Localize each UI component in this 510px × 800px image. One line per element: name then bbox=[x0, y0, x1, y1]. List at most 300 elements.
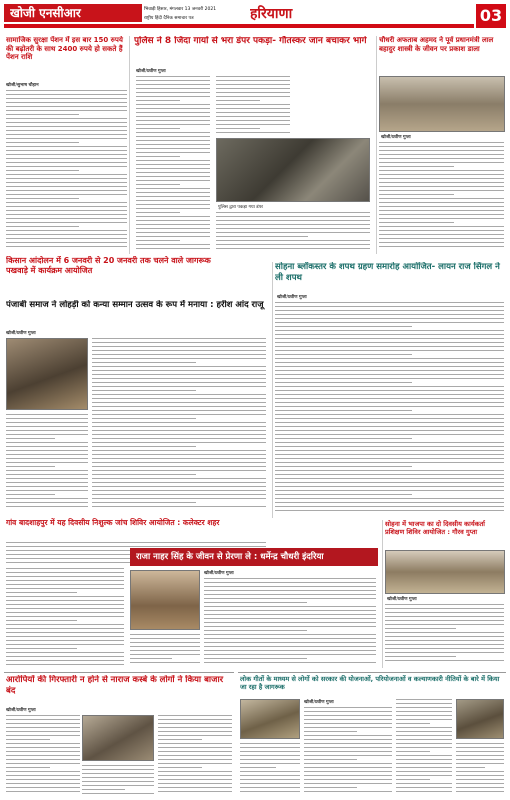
text-line bbox=[379, 230, 504, 231]
text-line bbox=[304, 715, 392, 716]
text-line bbox=[6, 731, 80, 732]
text-line bbox=[456, 743, 504, 744]
text-line bbox=[6, 572, 124, 573]
text-line bbox=[6, 474, 88, 475]
text-line bbox=[6, 438, 55, 439]
text-line bbox=[6, 771, 80, 772]
text-line bbox=[82, 777, 154, 778]
story-byline: खोजी/प्रवीण गुप्ता bbox=[6, 708, 36, 713]
text-line bbox=[6, 90, 127, 91]
text-line bbox=[136, 112, 210, 113]
text-line bbox=[6, 787, 80, 788]
text-line bbox=[275, 502, 504, 503]
text-line bbox=[396, 751, 430, 752]
text-line bbox=[6, 506, 88, 507]
article-text bbox=[204, 578, 376, 666]
text-line bbox=[456, 787, 504, 788]
text-line bbox=[216, 228, 370, 229]
text-line bbox=[6, 94, 127, 95]
text-line bbox=[204, 658, 307, 659]
text-line bbox=[6, 494, 55, 495]
text-line bbox=[6, 482, 88, 483]
text-line bbox=[204, 598, 376, 599]
text-line bbox=[456, 747, 504, 748]
text-line bbox=[304, 719, 392, 720]
text-line bbox=[136, 128, 180, 129]
text-line bbox=[92, 394, 266, 395]
text-line bbox=[136, 140, 210, 141]
text-line bbox=[204, 662, 376, 663]
text-line bbox=[136, 236, 210, 237]
text-line bbox=[6, 723, 80, 724]
text-line bbox=[275, 482, 504, 483]
text-line bbox=[275, 342, 504, 343]
text-line bbox=[136, 220, 210, 221]
text-line bbox=[204, 594, 376, 595]
text-line bbox=[6, 226, 79, 227]
text-line bbox=[158, 723, 232, 724]
text-line bbox=[216, 132, 290, 133]
story-cow-truck bbox=[134, 36, 372, 254]
text-line bbox=[275, 506, 504, 507]
text-line bbox=[82, 769, 154, 770]
text-line bbox=[396, 719, 452, 720]
text-line bbox=[158, 727, 232, 728]
text-line bbox=[216, 104, 290, 105]
text-line bbox=[92, 482, 266, 483]
text-line bbox=[6, 739, 50, 740]
text-line bbox=[396, 771, 452, 772]
text-line bbox=[136, 120, 210, 121]
text-line bbox=[136, 136, 210, 137]
story-raja-nahar-singh bbox=[130, 548, 378, 668]
text-line bbox=[379, 226, 504, 227]
text-line bbox=[6, 490, 88, 491]
text-line bbox=[204, 642, 376, 643]
text-line bbox=[204, 646, 376, 647]
text-line bbox=[216, 96, 290, 97]
text-line bbox=[6, 162, 127, 163]
text-line bbox=[136, 156, 180, 157]
text-line bbox=[92, 470, 266, 471]
story-bjp-training-camp bbox=[382, 520, 506, 668]
text-line bbox=[304, 767, 392, 768]
text-line bbox=[385, 656, 456, 657]
market-photo bbox=[82, 715, 154, 761]
text-line bbox=[385, 636, 504, 637]
text-line bbox=[204, 582, 376, 583]
text-line bbox=[379, 242, 504, 243]
text-line bbox=[379, 214, 504, 215]
text-line bbox=[216, 248, 370, 249]
text-line bbox=[6, 592, 77, 593]
article-text bbox=[136, 76, 210, 252]
text-line bbox=[275, 358, 504, 359]
text-line bbox=[92, 414, 266, 415]
text-line bbox=[82, 793, 154, 794]
text-line bbox=[379, 142, 504, 143]
text-line bbox=[6, 747, 80, 748]
text-line bbox=[136, 80, 210, 81]
text-line bbox=[275, 370, 504, 371]
text-line bbox=[304, 791, 392, 792]
text-line bbox=[6, 664, 124, 665]
text-line bbox=[92, 354, 266, 355]
text-line bbox=[275, 426, 504, 427]
text-line bbox=[204, 626, 376, 627]
text-line bbox=[216, 236, 308, 237]
truck-photo bbox=[216, 138, 370, 202]
text-line bbox=[6, 130, 127, 131]
text-line bbox=[396, 723, 430, 724]
text-line bbox=[6, 763, 80, 764]
article-text bbox=[216, 76, 290, 136]
text-line bbox=[6, 542, 266, 543]
text-line bbox=[6, 624, 124, 625]
text-line bbox=[158, 759, 232, 760]
text-line bbox=[6, 114, 79, 115]
text-line bbox=[216, 112, 290, 113]
text-line bbox=[82, 765, 154, 766]
text-line bbox=[130, 650, 200, 651]
text-line bbox=[136, 188, 210, 189]
text-line bbox=[6, 719, 80, 720]
text-line bbox=[158, 731, 232, 732]
text-line bbox=[379, 234, 504, 235]
story-headline: सामाजिक सुरक्षा पेंशन में इस बार 150 रुपये की बढ़ोतरी के साथ 2400 रुपये हो सकते हैं पेंशन राशि bbox=[6, 36, 123, 61]
text-line bbox=[275, 510, 504, 511]
story-pension bbox=[4, 36, 130, 254]
story-headline: किसान आंदोलन में 6 जनवरी से 20 जनवरी तक चलने वाले जागरूक पखवाड़े में कार्यक्रम आयोजित bbox=[6, 256, 211, 275]
text-line bbox=[204, 630, 307, 631]
text-line bbox=[130, 662, 200, 663]
story-health-camp-text bbox=[4, 568, 126, 670]
article-text bbox=[216, 212, 370, 252]
text-line bbox=[204, 622, 376, 623]
text-line bbox=[396, 703, 452, 704]
text-line bbox=[136, 164, 210, 165]
text-line bbox=[304, 755, 392, 756]
text-line bbox=[385, 652, 504, 653]
text-line bbox=[379, 206, 504, 207]
text-line bbox=[158, 767, 202, 768]
text-line bbox=[6, 146, 127, 147]
article-text bbox=[6, 568, 124, 668]
text-line bbox=[216, 124, 290, 125]
text-line bbox=[6, 118, 127, 119]
text-line bbox=[82, 781, 154, 782]
story-byline: खोजी/प्रवीण गुप्ता bbox=[381, 135, 411, 140]
text-line bbox=[396, 767, 452, 768]
text-line bbox=[275, 398, 504, 399]
text-line bbox=[216, 92, 290, 93]
article-text bbox=[82, 765, 154, 797]
text-line bbox=[275, 462, 504, 463]
text-line bbox=[396, 787, 452, 788]
text-line bbox=[6, 656, 124, 657]
text-line bbox=[6, 470, 88, 471]
story-market-bandh bbox=[4, 672, 234, 798]
text-line bbox=[385, 604, 504, 605]
article-text bbox=[240, 743, 300, 797]
text-line bbox=[6, 210, 127, 211]
text-line bbox=[6, 568, 124, 569]
text-line bbox=[275, 458, 504, 459]
text-line bbox=[275, 386, 504, 387]
text-line bbox=[396, 735, 452, 736]
text-line bbox=[216, 84, 290, 85]
text-line bbox=[304, 711, 392, 712]
article-text bbox=[130, 634, 200, 666]
text-line bbox=[379, 246, 504, 247]
text-line bbox=[92, 498, 266, 499]
text-line bbox=[92, 402, 266, 403]
text-line bbox=[6, 616, 124, 617]
text-line bbox=[92, 458, 266, 459]
text-line bbox=[275, 446, 504, 447]
text-line bbox=[240, 767, 276, 768]
story-headline: सोहना ब्लॉकस्तर के शपथ ग्रहण समारोह आयोजित- लायन राज सिंगल ने ली शपथ bbox=[275, 262, 500, 283]
text-line bbox=[92, 362, 196, 363]
text-line bbox=[136, 144, 210, 145]
text-line bbox=[379, 210, 504, 211]
text-line bbox=[6, 580, 124, 581]
story-byline: खोजी/प्रवीण गुप्ता bbox=[204, 571, 234, 576]
text-line bbox=[456, 767, 485, 768]
article-text bbox=[6, 414, 88, 512]
text-line bbox=[6, 462, 88, 463]
text-line bbox=[130, 654, 200, 655]
text-line bbox=[6, 230, 127, 231]
text-line bbox=[6, 246, 127, 247]
article-text bbox=[92, 338, 266, 512]
article-text bbox=[396, 699, 452, 797]
text-line bbox=[136, 92, 210, 93]
text-line bbox=[6, 612, 124, 613]
text-line bbox=[158, 771, 232, 772]
text-line bbox=[6, 106, 127, 107]
story-headline: आरोपियों की गिरफ्तारी न होने से नाराज कस्बे के लोगों ने किया बाजार बंद bbox=[6, 675, 224, 696]
text-line bbox=[385, 624, 504, 625]
text-line bbox=[456, 779, 504, 780]
text-line bbox=[92, 378, 266, 379]
text-line bbox=[275, 378, 504, 379]
text-line bbox=[6, 110, 127, 111]
story-oath-ceremony bbox=[272, 262, 506, 518]
text-line bbox=[6, 608, 124, 609]
text-line bbox=[216, 220, 370, 221]
text-line bbox=[275, 410, 412, 411]
text-line bbox=[6, 546, 266, 547]
text-line bbox=[379, 146, 504, 147]
text-line bbox=[158, 783, 232, 784]
text-line bbox=[216, 232, 370, 233]
text-line bbox=[456, 751, 504, 752]
text-line bbox=[379, 194, 454, 195]
text-line bbox=[304, 747, 392, 748]
text-line bbox=[92, 374, 266, 375]
text-line bbox=[396, 791, 452, 792]
text-line bbox=[136, 124, 210, 125]
text-line bbox=[130, 634, 200, 635]
text-line bbox=[82, 789, 125, 790]
text-line bbox=[240, 779, 300, 780]
text-line bbox=[130, 642, 200, 643]
text-line bbox=[92, 490, 266, 491]
text-line bbox=[304, 707, 392, 708]
text-line bbox=[6, 434, 88, 435]
text-line bbox=[158, 719, 232, 720]
text-line bbox=[136, 132, 210, 133]
text-line bbox=[385, 620, 504, 621]
text-line bbox=[385, 628, 456, 629]
text-line bbox=[204, 650, 376, 651]
text-line bbox=[6, 767, 50, 768]
text-line bbox=[6, 442, 88, 443]
text-line bbox=[136, 160, 210, 161]
text-line bbox=[275, 450, 504, 451]
text-line bbox=[379, 190, 504, 191]
text-line bbox=[275, 362, 504, 363]
raja-nahar-singh-photo bbox=[130, 570, 200, 630]
text-line bbox=[82, 773, 154, 774]
story-byline: खोजी/प्रवीण गुप्ता bbox=[277, 295, 307, 300]
text-line bbox=[92, 366, 266, 367]
section-bar bbox=[4, 24, 474, 28]
text-line bbox=[275, 442, 504, 443]
text-line bbox=[275, 414, 504, 415]
text-line bbox=[379, 222, 454, 223]
text-line bbox=[6, 418, 88, 419]
text-line bbox=[240, 771, 300, 772]
text-line bbox=[136, 200, 210, 201]
text-line bbox=[240, 791, 300, 792]
text-line bbox=[275, 470, 504, 471]
text-line bbox=[92, 386, 266, 387]
masthead-logo: खोजी एनसीआर bbox=[10, 6, 81, 20]
text-line bbox=[6, 190, 127, 191]
text-line bbox=[6, 214, 127, 215]
text-line bbox=[6, 170, 79, 171]
text-line bbox=[275, 454, 504, 455]
story-lohri bbox=[4, 300, 268, 518]
text-line bbox=[456, 755, 504, 756]
text-line bbox=[158, 735, 232, 736]
text-line bbox=[6, 422, 88, 423]
text-line bbox=[6, 178, 127, 179]
text-line bbox=[130, 646, 200, 647]
text-line bbox=[158, 775, 232, 776]
text-line bbox=[304, 759, 357, 760]
text-line bbox=[275, 374, 504, 375]
text-line bbox=[130, 638, 200, 639]
text-line bbox=[82, 785, 154, 786]
text-line bbox=[304, 723, 392, 724]
text-line bbox=[6, 620, 77, 621]
text-line bbox=[6, 648, 77, 649]
text-line bbox=[6, 755, 80, 756]
article-text bbox=[275, 302, 504, 516]
text-line bbox=[275, 474, 504, 475]
text-line bbox=[396, 759, 452, 760]
text-line bbox=[92, 426, 266, 427]
text-line bbox=[6, 751, 80, 752]
text-line bbox=[6, 426, 88, 427]
text-line bbox=[6, 640, 124, 641]
text-line bbox=[92, 454, 266, 455]
text-line bbox=[385, 608, 504, 609]
text-line bbox=[240, 755, 300, 756]
text-line bbox=[240, 763, 300, 764]
text-line bbox=[304, 763, 392, 764]
text-line bbox=[456, 763, 504, 764]
text-line bbox=[456, 759, 504, 760]
text-line bbox=[136, 244, 210, 245]
text-line bbox=[136, 172, 210, 173]
text-line bbox=[396, 711, 452, 712]
text-line bbox=[275, 498, 504, 499]
text-line bbox=[136, 104, 210, 105]
text-line bbox=[275, 402, 504, 403]
text-line bbox=[6, 218, 127, 219]
text-line bbox=[6, 150, 127, 151]
text-line bbox=[456, 775, 504, 776]
text-line bbox=[6, 98, 127, 99]
text-line bbox=[216, 100, 260, 101]
text-line bbox=[216, 108, 290, 109]
text-line bbox=[6, 486, 88, 487]
text-line bbox=[6, 446, 88, 447]
story-headline: चौधरी अफताब अहमद ने पूर्व प्रधानमंत्री लाल बहादुर शास्त्री के जीवन पर प्रकाश डाला bbox=[379, 36, 494, 53]
text-line bbox=[304, 783, 392, 784]
text-line bbox=[6, 186, 127, 187]
text-line bbox=[275, 354, 412, 355]
story-headline: पंजाबी समाज ने लोहड़ी को कन्या सम्मान उत्सव के रूप में मनाया : हरीश आंद राजू bbox=[6, 300, 264, 310]
text-line bbox=[136, 240, 180, 241]
text-line bbox=[136, 204, 210, 205]
text-line bbox=[240, 747, 300, 748]
story-folk-songs bbox=[238, 672, 506, 798]
text-line bbox=[158, 715, 232, 716]
text-line bbox=[6, 791, 80, 792]
text-line bbox=[6, 194, 127, 195]
text-line bbox=[6, 430, 88, 431]
text-line bbox=[396, 727, 452, 728]
text-line bbox=[6, 727, 80, 728]
text-line bbox=[275, 338, 504, 339]
text-line bbox=[216, 224, 370, 225]
text-line bbox=[92, 342, 266, 343]
text-line bbox=[204, 586, 376, 587]
text-line bbox=[275, 406, 504, 407]
text-line bbox=[136, 148, 210, 149]
text-line bbox=[6, 234, 127, 235]
text-line bbox=[6, 142, 79, 143]
story-byline: खोजी/सुभाष चौहान bbox=[6, 83, 39, 88]
text-line bbox=[92, 398, 266, 399]
text-line bbox=[216, 88, 290, 89]
text-line bbox=[92, 422, 266, 423]
text-line bbox=[385, 632, 504, 633]
text-line bbox=[275, 314, 504, 315]
text-line bbox=[6, 660, 124, 661]
text-line bbox=[379, 162, 504, 163]
page-number: 03 bbox=[476, 4, 506, 28]
text-line bbox=[6, 166, 127, 167]
text-line bbox=[6, 588, 124, 589]
text-line bbox=[92, 466, 266, 467]
text-line bbox=[6, 158, 127, 159]
